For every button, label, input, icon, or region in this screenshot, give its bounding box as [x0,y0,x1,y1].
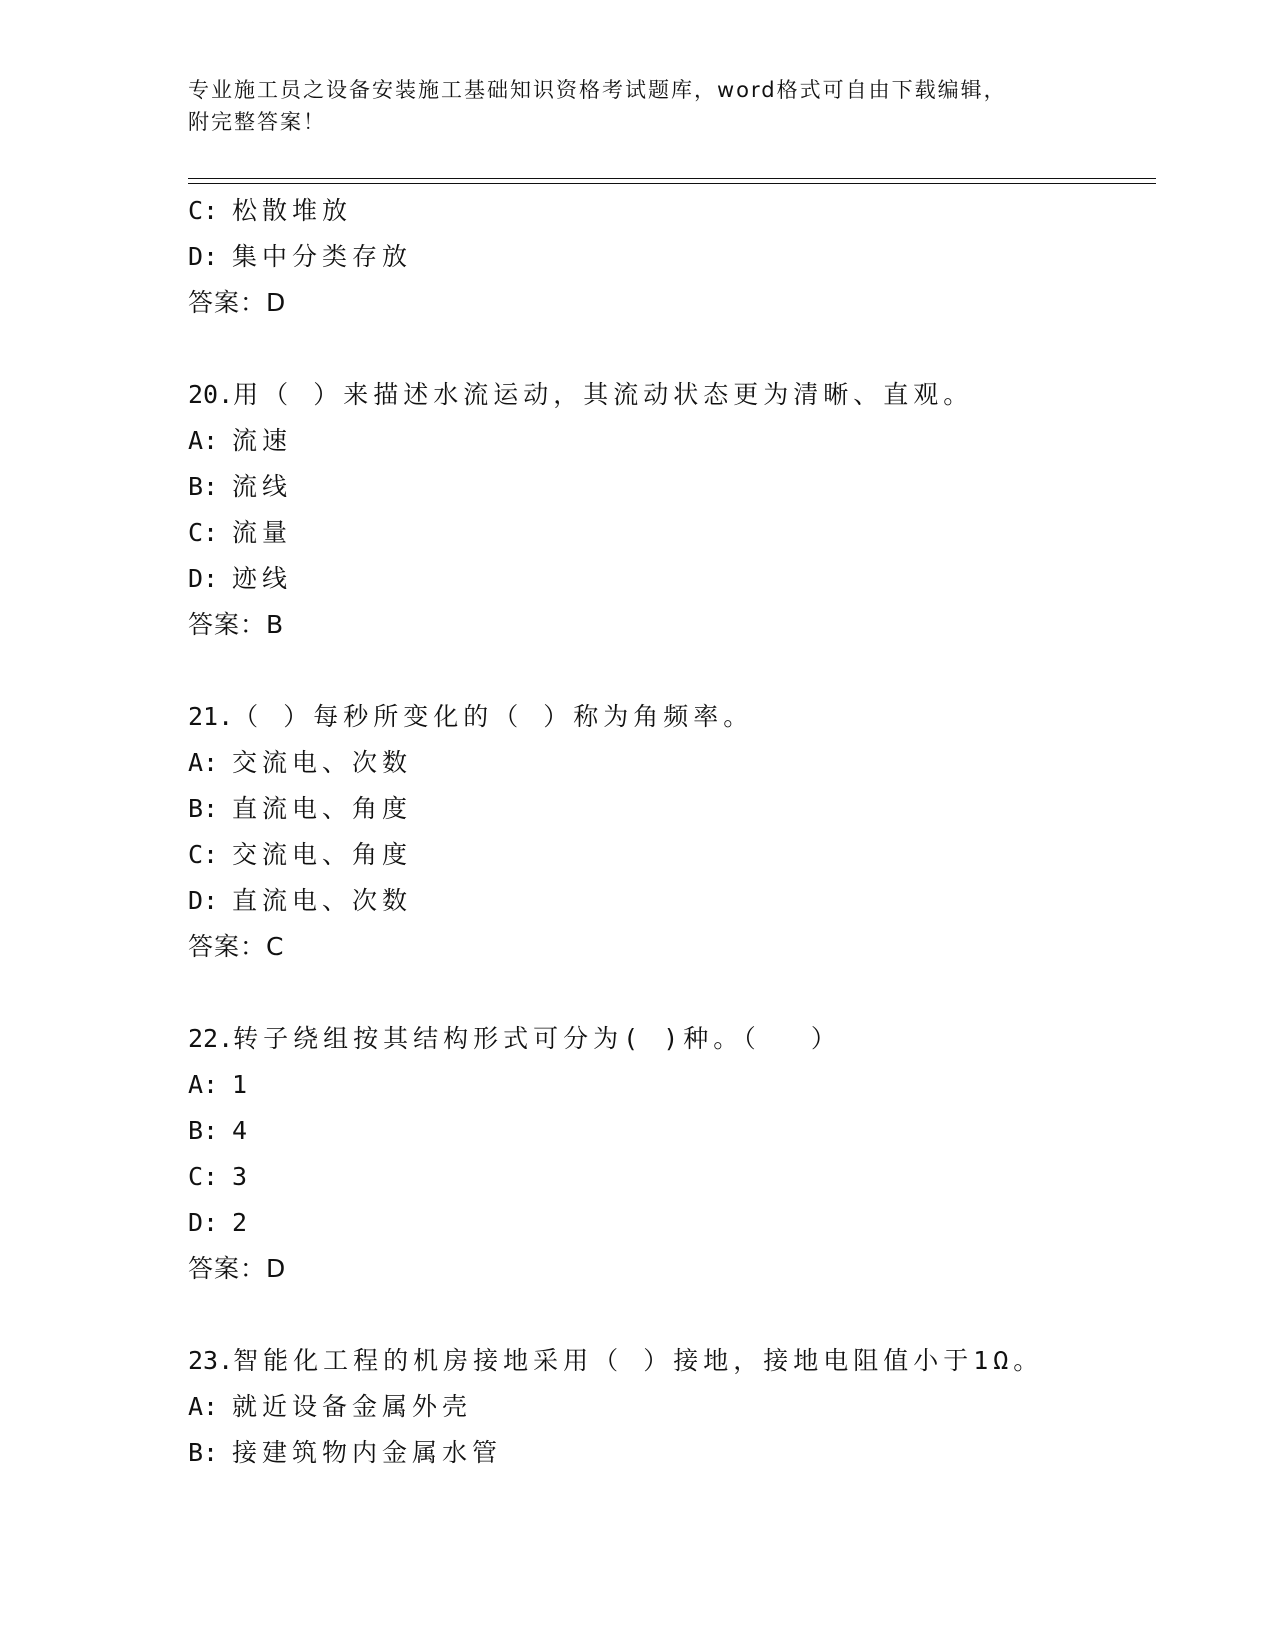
document-header [188,74,1108,138]
option-text: 松散堆放 [232,196,353,225]
question-22 [188,1016,1148,1292]
answer: 答案：C [188,932,285,961]
spacer [188,1292,1148,1338]
option-text: 2 [232,1208,253,1237]
option-label: C: [188,1162,219,1191]
question-21 [188,694,1148,970]
option-a [188,1384,1148,1430]
question-20 [188,372,1148,648]
option-text: 交流电、次数 [232,748,413,777]
option-label: C: [188,518,219,547]
option-label: A: [188,426,219,455]
question-list [188,188,1148,1476]
option-text: 集中分类存放 [232,242,413,271]
option-text: 直流电、次数 [232,886,413,915]
answer: 答案：D [188,1254,287,1283]
question-number: 20. [188,380,234,409]
option-text: 流速 [232,426,293,455]
question-number: 21. [188,702,234,731]
question-text: 用（ ）来描述水流运动，其流动状态更为清晰、直观。 [233,380,974,409]
option-d [188,556,1148,602]
option-text: 1 [232,1070,253,1099]
option-label: C: [188,840,219,869]
option-text: 直流电、角度 [232,794,413,823]
question-number: 23. [188,1346,234,1375]
spacer [188,326,1148,372]
question-number: 22. [188,1024,234,1053]
option-label: A: [188,748,219,777]
question-stem [188,372,1148,418]
option-b [188,1430,1148,1476]
option-label: A: [188,1392,219,1421]
answer: 答案：D [188,288,287,317]
option-text: 接建筑物内金属水管 [232,1438,503,1467]
question-23 [188,1338,1148,1476]
question-stem [188,1016,1148,1062]
option-b [188,1108,1148,1154]
option-label: B: [188,1116,219,1145]
option-text: 迹线 [232,564,293,593]
question-text: 转子绕组按其结构形式可分为( )种。（ ） [233,1024,841,1053]
option-label: D: [188,1208,219,1237]
option-label: D: [188,886,219,915]
option-label: A: [188,1070,219,1099]
option-label: B: [188,472,219,501]
option-d [188,234,1148,280]
option-b [188,786,1148,832]
question-text: （ ）每秒所变化的（ ）称为角频率。 [233,702,754,731]
header-line-2: 附完整答案！ [188,110,326,134]
header-line-1: 专业施工员之设备安装施工基础知识资格考试题库，word格式可自由下载编辑， [188,78,1007,102]
option-c [188,188,1148,234]
option-label: C: [188,196,219,225]
header-divider-bottom [188,183,1156,184]
option-text: 交流电、角度 [232,840,413,869]
question-19 [188,188,1148,326]
option-label: B: [188,1438,219,1467]
option-b [188,464,1148,510]
option-c [188,510,1148,556]
option-d [188,878,1148,924]
option-label: D: [188,242,219,271]
option-text: 3 [232,1162,253,1191]
question-stem [188,1338,1148,1384]
spacer [188,648,1148,694]
option-text: 就近设备金属外壳 [232,1392,473,1421]
option-d [188,1200,1148,1246]
option-a [188,1062,1148,1108]
option-text: 4 [232,1116,253,1145]
option-text: 流量 [232,518,293,547]
option-c [188,832,1148,878]
option-a [188,740,1148,786]
option-a [188,418,1148,464]
option-label: D: [188,564,219,593]
option-label: B: [188,794,219,823]
spacer [188,970,1148,1016]
answer: 答案：B [188,610,285,639]
question-stem [188,694,1148,740]
question-text: 智能化工程的机房接地采用（ ）接地，接地电阻值小于1Ω。 [233,1346,1044,1375]
option-text: 流线 [232,472,293,501]
option-c [188,1154,1148,1200]
header-divider-top [188,178,1156,179]
